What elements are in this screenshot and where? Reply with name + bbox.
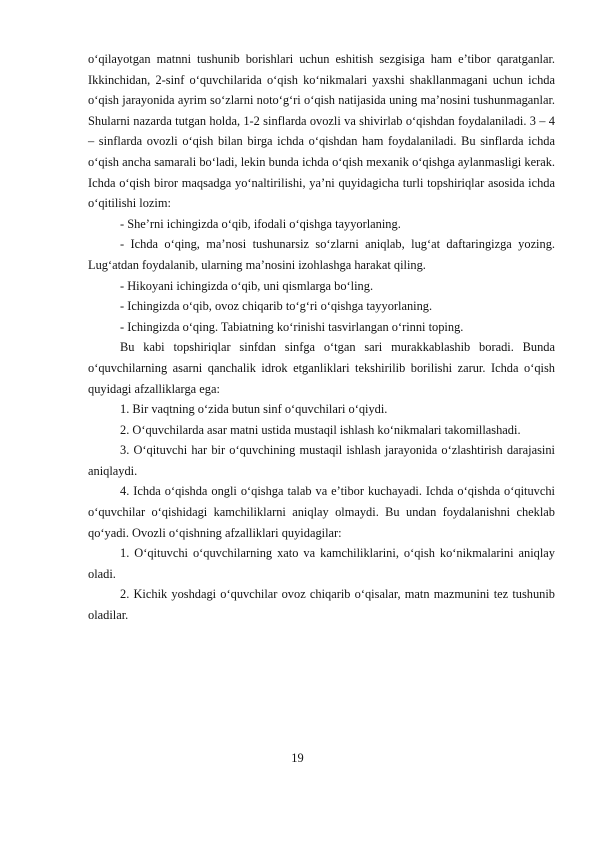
paragraph: 3. O‘qituvchi har bir o‘quvchining mustaqil ishlash jarayonida o‘zlashtirish darajasini aniqlaydi. (88, 443, 555, 478)
paragraph: 1. Bir vaqtning o‘zida butun sinf o‘quvchilari o‘qiydi. (120, 402, 388, 417)
paragraph: 2. O‘quvchilarda asar matni ustida mustaqil ishlash ko‘nikmalari takomillashadi. (120, 422, 521, 437)
paragraph: 1. O‘qituvchi o‘quvchilarning xato va kamchiliklarini, o‘qish ko‘nikmalarini aniqlay oladi. (88, 546, 555, 581)
paragraph: - She’rni ichingizda o‘qib, ifodali o‘qishga tayyorlaning. (120, 216, 401, 231)
paragraph: - Ichingizda o‘qing. Tabiatning ko‘rinishi tasvirlangan o‘rinni toping. (120, 319, 464, 334)
page-number: 19 (291, 751, 304, 765)
paragraph: Bu kabi topshiriqlar sinfdan sinfga o‘tgan sari murakkablashib boradi. Bunda o‘quvchilarning asarni qanchalik idrok etganliklari tekshirilib borilishi zarur. Ichda o‘qish quyidagi afzalliklarga ega: (88, 340, 555, 396)
paragraph: 2. Kichik yoshdagi o‘quvchilar ovoz chiqarib o‘qisalar, matn mazmunini tez tushunib oladilar. (88, 587, 555, 623)
paragraph: - Ichingizda o‘qib, ovoz chiqarib to‘g‘ri o‘qishga tayyorlaning. (120, 299, 433, 314)
document-body (88, 49, 555, 626)
paragraph: - Hikoyani ichingizda o‘qib, uni qismlarga bo‘ling. (120, 278, 374, 293)
paragraph: 4. Ichda o‘qishda ongli o‘qishga talab va e’tibor kuchayadi. Ichda o‘qishda o‘qituvchi o‘quvchilar o‘qishidagi kamchiliklarni aniqlay olmaydi. Bu undan foydalanishni cheklab qo‘yadi. Ovozli o‘qishning afzalliklari quyidagilar: (88, 484, 555, 540)
paragraph: o‘qilayotgan matnni tushunib borishlari uchun eshitish sezgisiga ham e’tibor qaratganlar. Ikkinchidan, 2-sinf o‘quvchilarida o‘qish ko‘nikmalari yaxshi shakllanmagani uchun ichda o‘qish jarayonida ayrim so‘zlarni noto‘g‘ri o‘qish natijasida uning ma’nosini tushunmaganlar. Shularni nazarda tutgan holda, 1-2 sinflarda ovozli va shivirlab o‘qishdan foydalaniladi. 3 – 4 – sinflarda ovozli o‘qish bilan birga ichda o‘qishdan ham foydalaniladi. Bu sinflarda ichda o‘qish ancha samarali bo‘ladi, lekin bunda ichda o‘qish mexanik o‘qishga aylanmasligi kerak. Ichda o‘qish biror maqsadga yo‘naltirilishi, ya’ni quyidagicha turli topshiriqlar asosida ichda o‘qitilishi lozim: (88, 52, 555, 211)
paragraph: - Ichda o‘qing, ma’nosi tushunarsiz so‘zlarni aniqlab, lug‘at daftaringizga yozing. Lug‘atdan foydalanib, ularning ma’nosini izohlashga harakat qiling. (88, 237, 555, 272)
